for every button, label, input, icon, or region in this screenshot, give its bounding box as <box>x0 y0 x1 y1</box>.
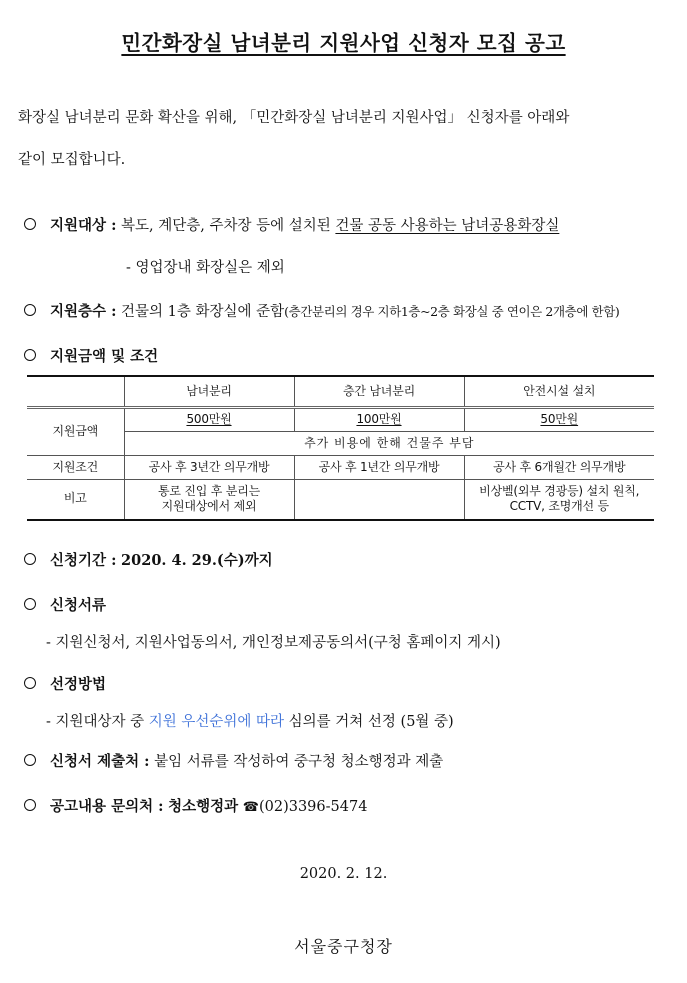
announcement-date: 2020. 2. 12. <box>299 866 388 882</box>
amount-section <box>24 345 158 366</box>
table-header-row <box>27 376 654 408</box>
table-header-cell <box>27 376 124 408</box>
circle-bullet-icon <box>24 218 36 230</box>
floor-text: 건물의 1층 화장실에 준함 <box>121 304 285 320</box>
documents-item <box>24 594 106 615</box>
submit-item <box>24 750 443 771</box>
table-row-label: 지원조건 <box>27 456 124 480</box>
table-row-label: 비고 <box>27 480 124 520</box>
circle-bullet-icon <box>24 349 36 361</box>
phone-icon: ☎ <box>242 800 259 815</box>
table-row-label: 지원금액 <box>27 408 124 456</box>
submit-label: 신청서 제출처 : <box>50 753 150 770</box>
table-header-cell: 층간 남녀분리 <box>294 376 464 408</box>
table-header-cell: 안전시설 설치 <box>464 376 654 408</box>
table-row <box>27 456 654 480</box>
floor-item <box>24 300 619 321</box>
period-item <box>24 549 273 570</box>
contact-label: 공고내용 문의처 : <box>50 798 164 815</box>
table-row <box>27 480 654 520</box>
table-cell: 공사 후 3년간 의무개방 <box>124 456 294 480</box>
circle-bullet-icon <box>24 754 36 766</box>
table-cell <box>294 480 464 520</box>
circle-bullet-icon <box>24 799 36 811</box>
table-row <box>27 408 654 432</box>
intro-line-1: 화장실 남녀분리 문화 확산을 위해, 「민간화장실 남녀분리 지원사업」 신청자를 아래와 <box>18 110 570 126</box>
documents-list: - 지원신청서, 지원사업동의서, 개인정보제공동의서(구청 홈페이지 게시) <box>46 635 501 651</box>
contact-phone: (02)3396-5474 <box>258 799 368 815</box>
amount-section-label: 지원금액 및 조건 <box>50 348 159 365</box>
circle-bullet-icon <box>24 304 36 316</box>
circle-bullet-icon <box>24 553 36 565</box>
page-title: 민간화장실 남녀분리 지원사업 신청자 모집 공고 <box>121 31 566 55</box>
selection-detail: - 지원대상자 중 지원 우선순위에 따라 심의를 거쳐 선정 (5월 중) <box>46 714 454 730</box>
table-cell: 500만원 <box>124 408 294 432</box>
table-cell: 통로 진입 후 분리는 지원대상에서 제외 <box>124 480 294 520</box>
contact-dept: 청소행정과 <box>168 798 239 815</box>
table-cell: 50만원 <box>464 408 654 432</box>
target-note: - 영업장내 화장실은 제외 <box>126 260 285 276</box>
intro-line-2: 같이 모집합니다. <box>18 152 126 168</box>
floor-note: (층간분리의 경우 지하1층~2층 화장실 중 연이은 2개층에 한함) <box>284 304 620 319</box>
period-label: 신청기간 : <box>50 552 117 569</box>
circle-bullet-icon <box>24 598 36 610</box>
selection-label: 선정방법 <box>50 676 107 693</box>
table-cell: 비상벨(외부 경광등) 설치 원칙, CCTV, 조명개선 등 <box>464 480 654 520</box>
contact-item <box>24 795 367 816</box>
target-label: 지원대상 : <box>50 217 117 234</box>
floor-label: 지원층수 : <box>50 303 117 320</box>
target-item <box>24 214 559 235</box>
documents-label: 신청서류 <box>50 597 107 614</box>
target-text: 복도, 계단층, 주차장 등에 설치된 <box>121 218 331 234</box>
period-value: 2020. 4. 29.(수)까지 <box>121 552 273 569</box>
table-header-cell: 남녀분리 <box>124 376 294 408</box>
submit-text: 붙임 서류를 작성하여 중구청 청소행정과 제출 <box>154 754 444 770</box>
target-text-underlined: 건물 공동 사용하는 남녀공용화장실 <box>335 218 560 234</box>
support-conditions-table <box>27 375 654 521</box>
selection-highlight: 지원 우선순위에 따라 <box>148 714 285 730</box>
selection-item <box>24 673 106 694</box>
table-cell: 100만원 <box>294 408 464 432</box>
table-cell: 추가 비용에 한해 건물주 부담 <box>124 432 654 456</box>
table-cell: 공사 후 1년간 의무개방 <box>294 456 464 480</box>
table-cell: 공사 후 6개월간 의무개방 <box>464 456 654 480</box>
signature: 서울중구청장 <box>294 937 393 956</box>
circle-bullet-icon <box>24 677 36 689</box>
